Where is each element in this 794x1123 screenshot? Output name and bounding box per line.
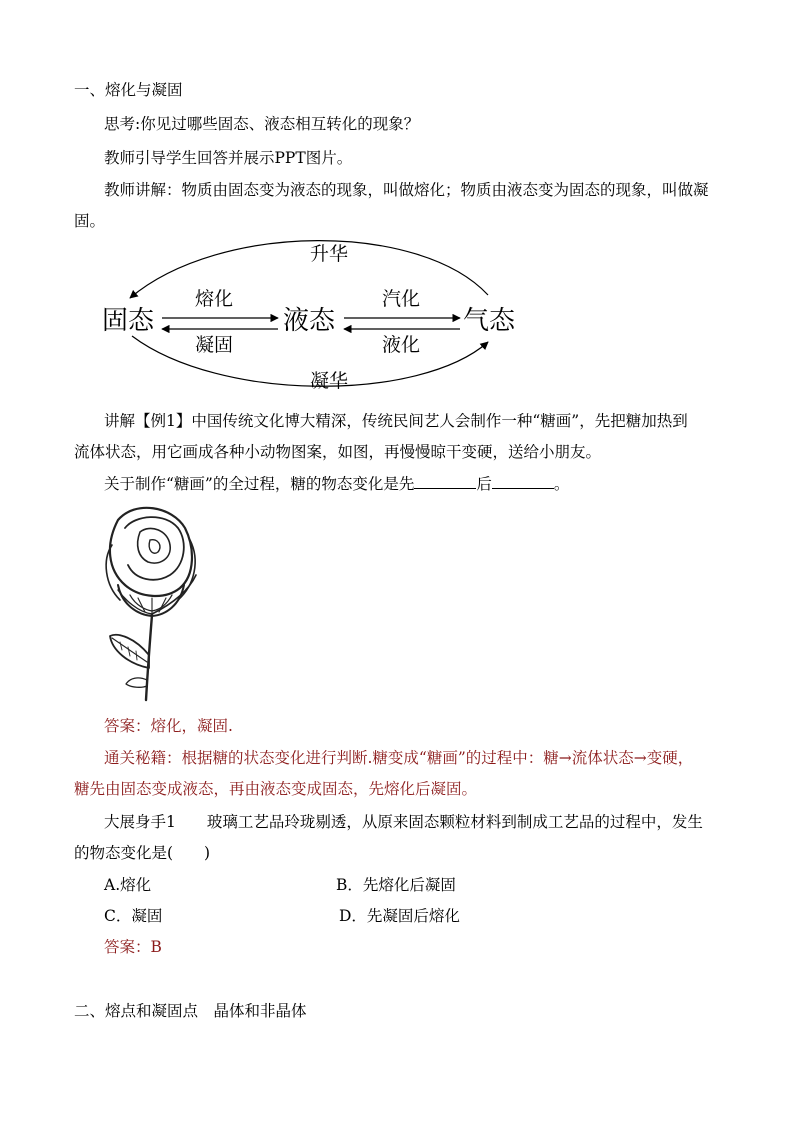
label-sublimation: 升华 bbox=[310, 243, 349, 265]
example-1-line-2: 流体状态，用它画成各种小动物图案，如图，再慢慢晾干变硬，送给小朋友。 bbox=[74, 443, 602, 461]
option-a[interactable]: A.熔化 bbox=[104, 876, 152, 894]
label-solidifying: 凝固 bbox=[195, 334, 234, 356]
question-prefix: 关于制作“糖画”的全过程，糖的物态变化是先 bbox=[104, 475, 415, 493]
practice-1-line-1: 大展身手1 玻璃工艺品玲珑剔透，从原来固态颗粒材料到制成工艺品的过程中，发生 bbox=[104, 813, 703, 831]
question-mid: 后 bbox=[476, 475, 492, 493]
practice-1-line-2: 的物态变化是( ) bbox=[74, 844, 211, 862]
option-d[interactable]: D．先凝固后熔化 bbox=[339, 907, 460, 925]
tip-line-2: 糖先由固态变成液态，再由液态变成固态，先熔化后凝固。 bbox=[74, 780, 478, 798]
label-melting: 熔化 bbox=[195, 288, 234, 310]
example-1-line-1: 讲解【例1】中国传统文化博大精深，传统民间艺人会制作一种“糖画”，先把糖加热到 bbox=[104, 412, 688, 430]
teacher-guide: 教师引导学生回答并展示PPT图片。 bbox=[104, 149, 353, 167]
lecture-line-1: 教师讲解：物质由固态变为液态的现象，叫做熔化；物质由液态变为固态的现象，叫做凝 bbox=[104, 181, 709, 199]
question-end: 。 bbox=[553, 475, 570, 493]
label-deposition: 凝华 bbox=[310, 370, 349, 392]
section-1-heading: 一、熔化与凝固 bbox=[74, 81, 183, 99]
label-vaporizing: 汽化 bbox=[382, 288, 421, 310]
option-b[interactable]: B．先熔化后凝固 bbox=[336, 876, 456, 894]
tip-line-1: 通关秘籍：根据糖的状态变化进行判断.糖变成“糖画”的过程中：糖→流体状态→变硬， bbox=[104, 749, 694, 767]
example-1-answer: 答案：熔化，凝固. bbox=[104, 717, 233, 735]
state-solid: 固态 bbox=[102, 306, 155, 336]
label-liquefying: 液化 bbox=[382, 334, 421, 356]
think-question: 思考:你见过哪些固态、液态相互转化的现象？ bbox=[104, 115, 420, 133]
practice-1-answer: 答案：B bbox=[104, 938, 162, 956]
option-c[interactable]: C．凝固 bbox=[104, 907, 163, 925]
state-liquid: 液态 bbox=[283, 306, 336, 336]
state-gas: 气态 bbox=[463, 306, 516, 336]
section-2-heading: 二、熔点和凝固点 晶体和非晶体 bbox=[74, 1002, 307, 1020]
lecture-line-2: 固。 bbox=[74, 212, 106, 230]
